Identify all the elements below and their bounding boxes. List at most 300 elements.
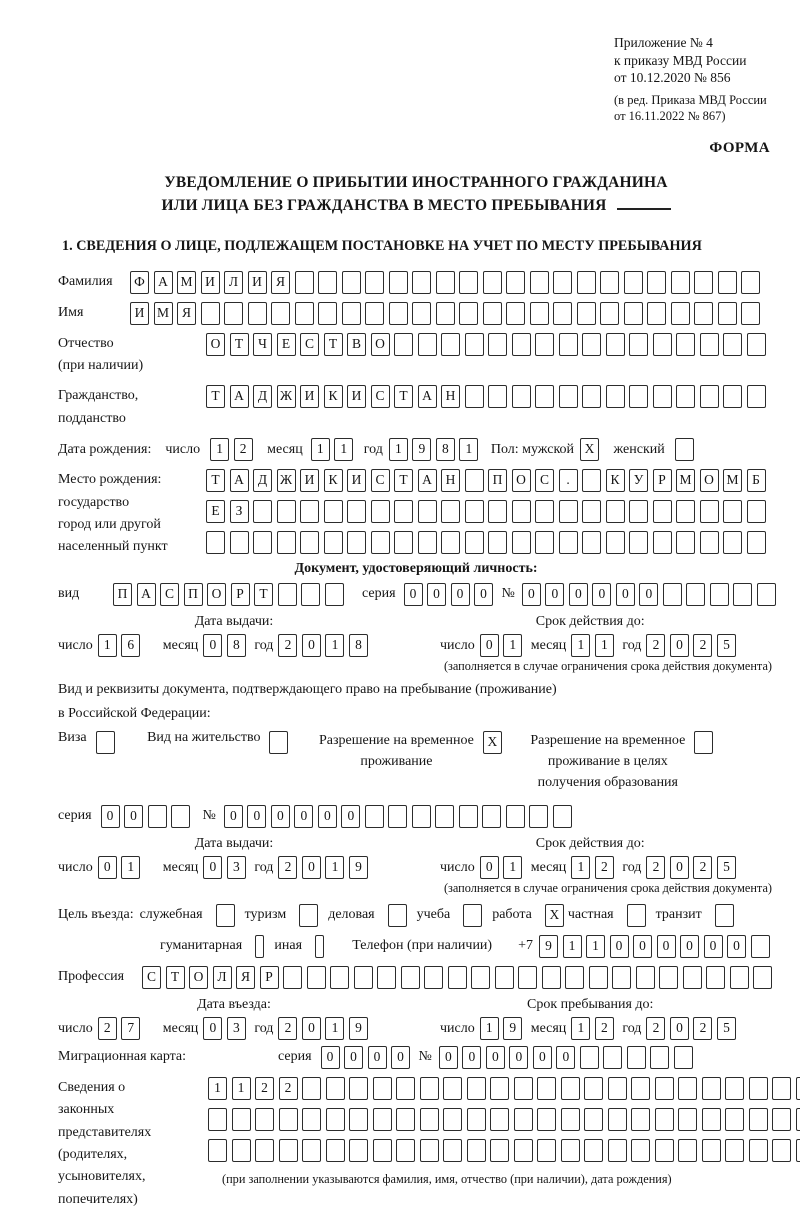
char-cell[interactable]: Н — [441, 469, 460, 492]
char-cell[interactable]: К — [324, 469, 343, 492]
char-cell[interactable] — [412, 302, 431, 325]
purpose-tourism-checkbox[interactable] — [299, 904, 318, 927]
char-cell[interactable]: 0 — [368, 1046, 387, 1069]
char-cell[interactable]: Я — [271, 271, 290, 294]
char-cell[interactable] — [535, 500, 554, 523]
char-cell[interactable] — [388, 805, 407, 828]
char-cell[interactable] — [655, 1139, 674, 1162]
char-cell[interactable]: 0 — [203, 634, 222, 657]
char-cell[interactable] — [725, 1108, 744, 1131]
char-cell[interactable] — [436, 271, 455, 294]
char-cell[interactable]: А — [154, 271, 173, 294]
char-cell[interactable]: 1 — [210, 438, 229, 461]
char-cell[interactable] — [512, 531, 531, 554]
char-cell[interactable]: Т — [230, 333, 249, 356]
char-cell[interactable] — [301, 583, 320, 606]
char-cell[interactable] — [302, 1077, 321, 1100]
char-cell[interactable] — [577, 302, 596, 325]
char-cell[interactable] — [506, 271, 525, 294]
purpose-transit-checkbox[interactable] — [715, 904, 734, 927]
char-cell[interactable] — [608, 1077, 627, 1100]
char-cell[interactable]: А — [418, 385, 437, 408]
char-cell[interactable]: У — [629, 469, 648, 492]
char-cell[interactable]: Ч — [253, 333, 272, 356]
char-cell[interactable] — [495, 966, 514, 989]
char-cell[interactable]: 2 — [646, 1017, 665, 1040]
char-cell[interactable] — [582, 531, 601, 554]
char-cell[interactable] — [349, 1108, 368, 1131]
purpose-private-checkbox[interactable] — [627, 904, 646, 927]
char-cell[interactable] — [326, 1077, 345, 1100]
char-cell[interactable] — [629, 531, 648, 554]
char-cell[interactable] — [718, 302, 737, 325]
char-cell[interactable]: 1 — [586, 935, 605, 958]
char-cell[interactable]: С — [535, 469, 554, 492]
char-cell[interactable]: 9 — [349, 856, 368, 879]
char-cell[interactable] — [631, 1077, 650, 1100]
char-cell[interactable]: 0 — [101, 805, 120, 828]
char-cell[interactable] — [441, 531, 460, 554]
char-cell[interactable]: 1 — [571, 634, 590, 657]
sex-male-checkbox[interactable]: X — [580, 438, 599, 461]
char-cell[interactable] — [676, 333, 695, 356]
char-cell[interactable] — [561, 1077, 580, 1100]
char-cell[interactable]: 8 — [227, 634, 246, 657]
char-cell[interactable]: 2 — [646, 856, 665, 879]
char-cell[interactable]: 1 — [459, 438, 478, 461]
char-cell[interactable] — [606, 500, 625, 523]
char-cell[interactable]: Я — [177, 302, 196, 325]
char-cell[interactable] — [435, 805, 454, 828]
char-cell[interactable]: 0 — [318, 805, 337, 828]
char-cell[interactable] — [653, 333, 672, 356]
char-cell[interactable]: Ж — [277, 469, 296, 492]
char-cell[interactable]: 0 — [391, 1046, 410, 1069]
char-cell[interactable] — [553, 271, 572, 294]
char-cell[interactable] — [671, 271, 690, 294]
char-cell[interactable]: М — [177, 271, 196, 294]
char-cell[interactable] — [330, 966, 349, 989]
char-cell[interactable] — [441, 500, 460, 523]
char-cell[interactable] — [248, 302, 267, 325]
char-cell[interactable]: О — [189, 966, 208, 989]
purpose-study-checkbox[interactable] — [463, 904, 482, 927]
char-cell[interactable] — [733, 583, 752, 606]
char-cell[interactable] — [686, 583, 705, 606]
char-cell[interactable]: В — [347, 333, 366, 356]
char-cell[interactable] — [224, 302, 243, 325]
char-cell[interactable] — [373, 1139, 392, 1162]
char-cell[interactable] — [678, 1139, 697, 1162]
char-cell[interactable] — [277, 531, 296, 554]
char-cell[interactable] — [283, 966, 302, 989]
char-cell[interactable]: 0 — [302, 856, 321, 879]
char-cell[interactable] — [467, 1139, 486, 1162]
char-cell[interactable]: 0 — [98, 856, 117, 879]
char-cell[interactable] — [488, 385, 507, 408]
char-cell[interactable]: 1 — [503, 634, 522, 657]
char-cell[interactable] — [676, 500, 695, 523]
char-cell[interactable]: Р — [653, 469, 672, 492]
char-cell[interactable] — [347, 500, 366, 523]
char-cell[interactable] — [394, 333, 413, 356]
char-cell[interactable]: 1 — [311, 438, 330, 461]
char-cell[interactable]: Б — [747, 469, 766, 492]
char-cell[interactable] — [624, 271, 643, 294]
char-cell[interactable] — [506, 805, 525, 828]
char-cell[interactable]: И — [130, 302, 149, 325]
char-cell[interactable] — [436, 302, 455, 325]
char-cell[interactable] — [653, 385, 672, 408]
char-cell[interactable]: 0 — [639, 583, 658, 606]
char-cell[interactable] — [741, 302, 760, 325]
char-cell[interactable]: И — [201, 271, 220, 294]
char-cell[interactable] — [471, 966, 490, 989]
char-cell[interactable]: Д — [253, 469, 272, 492]
char-cell[interactable] — [300, 500, 319, 523]
char-cell[interactable]: И — [248, 271, 267, 294]
char-cell[interactable]: 5 — [717, 1017, 736, 1040]
char-cell[interactable] — [577, 271, 596, 294]
char-cell[interactable] — [467, 1077, 486, 1100]
char-cell[interactable] — [483, 302, 502, 325]
char-cell[interactable]: 2 — [279, 1077, 298, 1100]
char-cell[interactable]: 0 — [670, 634, 689, 657]
char-cell[interactable] — [389, 302, 408, 325]
char-cell[interactable] — [512, 500, 531, 523]
char-cell[interactable]: С — [160, 583, 179, 606]
char-cell[interactable]: И — [347, 469, 366, 492]
char-cell[interactable] — [326, 1108, 345, 1131]
char-cell[interactable] — [723, 333, 742, 356]
char-cell[interactable] — [418, 531, 437, 554]
char-cell[interactable]: 1 — [121, 856, 140, 879]
purpose-official-checkbox[interactable] — [216, 904, 235, 927]
char-cell[interactable] — [373, 1108, 392, 1131]
char-cell[interactable] — [342, 302, 361, 325]
char-cell[interactable] — [347, 531, 366, 554]
char-cell[interactable] — [706, 966, 725, 989]
char-cell[interactable] — [483, 271, 502, 294]
char-cell[interactable] — [488, 500, 507, 523]
char-cell[interactable] — [232, 1108, 251, 1131]
char-cell[interactable] — [582, 500, 601, 523]
char-cell[interactable] — [465, 333, 484, 356]
char-cell[interactable]: 0 — [569, 583, 588, 606]
char-cell[interactable] — [271, 302, 290, 325]
char-cell[interactable] — [553, 805, 572, 828]
char-cell[interactable]: . — [559, 469, 578, 492]
char-cell[interactable]: 1 — [325, 856, 344, 879]
char-cell[interactable] — [318, 271, 337, 294]
char-cell[interactable]: 5 — [717, 856, 736, 879]
char-cell[interactable] — [302, 1139, 321, 1162]
char-cell[interactable]: С — [371, 385, 390, 408]
char-cell[interactable] — [326, 1139, 345, 1162]
char-cell[interactable]: Д — [253, 385, 272, 408]
char-cell[interactable]: 0 — [439, 1046, 458, 1069]
char-cell[interactable] — [148, 805, 167, 828]
char-cell[interactable] — [253, 531, 272, 554]
char-cell[interactable]: И — [300, 385, 319, 408]
char-cell[interactable] — [700, 385, 719, 408]
char-cell[interactable] — [537, 1139, 556, 1162]
char-cell[interactable]: 9 — [503, 1017, 522, 1040]
char-cell[interactable]: 0 — [321, 1046, 340, 1069]
char-cell[interactable] — [537, 1108, 556, 1131]
char-cell[interactable] — [559, 385, 578, 408]
char-cell[interactable]: Т — [166, 966, 185, 989]
purpose-business-checkbox[interactable] — [388, 904, 407, 927]
char-cell[interactable] — [394, 531, 413, 554]
char-cell[interactable]: Р — [231, 583, 250, 606]
char-cell[interactable] — [700, 333, 719, 356]
char-cell[interactable] — [465, 469, 484, 492]
char-cell[interactable] — [373, 1077, 392, 1100]
char-cell[interactable] — [629, 500, 648, 523]
char-cell[interactable] — [412, 805, 431, 828]
char-cell[interactable] — [253, 500, 272, 523]
char-cell[interactable] — [529, 805, 548, 828]
char-cell[interactable]: 2 — [693, 634, 712, 657]
char-cell[interactable] — [324, 531, 343, 554]
char-cell[interactable] — [582, 385, 601, 408]
char-cell[interactable]: 0 — [247, 805, 266, 828]
char-cell[interactable] — [201, 302, 220, 325]
char-cell[interactable] — [307, 966, 326, 989]
char-cell[interactable] — [230, 531, 249, 554]
char-cell[interactable] — [584, 1077, 603, 1100]
char-cell[interactable] — [418, 333, 437, 356]
char-cell[interactable]: 0 — [203, 856, 222, 879]
char-cell[interactable]: 0 — [486, 1046, 505, 1069]
char-cell[interactable] — [420, 1077, 439, 1100]
char-cell[interactable] — [302, 1108, 321, 1131]
char-cell[interactable]: О — [207, 583, 226, 606]
char-cell[interactable] — [678, 1077, 697, 1100]
char-cell[interactable]: 2 — [693, 856, 712, 879]
char-cell[interactable]: 0 — [680, 935, 699, 958]
char-cell[interactable] — [412, 271, 431, 294]
char-cell[interactable] — [702, 1139, 721, 1162]
char-cell[interactable] — [749, 1108, 768, 1131]
char-cell[interactable] — [255, 1108, 274, 1131]
char-cell[interactable] — [747, 333, 766, 356]
char-cell[interactable] — [255, 1139, 274, 1162]
char-cell[interactable] — [325, 583, 344, 606]
char-cell[interactable] — [396, 1139, 415, 1162]
char-cell[interactable]: Н — [441, 385, 460, 408]
char-cell[interactable] — [749, 1077, 768, 1100]
char-cell[interactable] — [561, 1108, 580, 1131]
char-cell[interactable]: 0 — [556, 1046, 575, 1069]
char-cell[interactable] — [490, 1077, 509, 1100]
char-cell[interactable] — [459, 805, 478, 828]
char-cell[interactable] — [606, 531, 625, 554]
char-cell[interactable] — [655, 1077, 674, 1100]
char-cell[interactable] — [530, 302, 549, 325]
char-cell[interactable]: 8 — [436, 438, 455, 461]
char-cell[interactable]: 2 — [595, 856, 614, 879]
char-cell[interactable] — [606, 333, 625, 356]
char-cell[interactable] — [694, 302, 713, 325]
char-cell[interactable]: К — [324, 385, 343, 408]
char-cell[interactable]: П — [184, 583, 203, 606]
char-cell[interactable]: 0 — [533, 1046, 552, 1069]
char-cell[interactable] — [232, 1139, 251, 1162]
char-cell[interactable]: Ф — [130, 271, 149, 294]
char-cell[interactable] — [467, 1108, 486, 1131]
char-cell[interactable] — [279, 1108, 298, 1131]
char-cell[interactable] — [279, 1139, 298, 1162]
char-cell[interactable] — [624, 302, 643, 325]
char-cell[interactable] — [295, 271, 314, 294]
char-cell[interactable]: 1 — [232, 1077, 251, 1100]
char-cell[interactable] — [300, 531, 319, 554]
char-cell[interactable]: 0 — [522, 583, 541, 606]
char-cell[interactable] — [559, 333, 578, 356]
char-cell[interactable] — [396, 1077, 415, 1100]
purpose-work-checkbox[interactable]: X — [545, 904, 564, 927]
char-cell[interactable]: П — [488, 469, 507, 492]
char-cell[interactable]: 0 — [427, 583, 446, 606]
char-cell[interactable] — [488, 333, 507, 356]
char-cell[interactable]: 9 — [349, 1017, 368, 1040]
char-cell[interactable]: М — [154, 302, 173, 325]
char-cell[interactable] — [710, 583, 729, 606]
char-cell[interactable]: 2 — [693, 1017, 712, 1040]
char-cell[interactable] — [663, 583, 682, 606]
char-cell[interactable]: М — [676, 469, 695, 492]
char-cell[interactable]: 1 — [480, 1017, 499, 1040]
char-cell[interactable] — [565, 966, 584, 989]
char-cell[interactable] — [365, 271, 384, 294]
char-cell[interactable] — [324, 500, 343, 523]
char-cell[interactable] — [318, 302, 337, 325]
char-cell[interactable]: 0 — [224, 805, 243, 828]
char-cell[interactable] — [514, 1108, 533, 1131]
char-cell[interactable] — [208, 1108, 227, 1131]
char-cell[interactable] — [482, 805, 501, 828]
char-cell[interactable] — [488, 531, 507, 554]
char-cell[interactable]: 0 — [462, 1046, 481, 1069]
char-cell[interactable] — [206, 531, 225, 554]
char-cell[interactable]: 0 — [294, 805, 313, 828]
char-cell[interactable] — [424, 966, 443, 989]
char-cell[interactable]: М — [723, 469, 742, 492]
char-cell[interactable] — [723, 500, 742, 523]
char-cell[interactable] — [741, 271, 760, 294]
char-cell[interactable] — [629, 333, 648, 356]
char-cell[interactable] — [512, 385, 531, 408]
char-cell[interactable]: Т — [206, 469, 225, 492]
char-cell[interactable] — [295, 302, 314, 325]
char-cell[interactable]: 8 — [349, 634, 368, 657]
char-cell[interactable] — [582, 333, 601, 356]
char-cell[interactable]: 3 — [227, 856, 246, 879]
char-cell[interactable]: А — [230, 469, 249, 492]
char-cell[interactable] — [659, 966, 678, 989]
char-cell[interactable]: Е — [277, 333, 296, 356]
char-cell[interactable]: П — [113, 583, 132, 606]
char-cell[interactable]: 1 — [389, 438, 408, 461]
char-cell[interactable] — [608, 1108, 627, 1131]
char-cell[interactable] — [612, 966, 631, 989]
char-cell[interactable] — [584, 1139, 603, 1162]
char-cell[interactable]: 0 — [610, 935, 629, 958]
char-cell[interactable] — [751, 935, 770, 958]
char-cell[interactable]: Л — [213, 966, 232, 989]
char-cell[interactable]: 0 — [344, 1046, 363, 1069]
char-cell[interactable]: Т — [254, 583, 273, 606]
char-cell[interactable] — [459, 302, 478, 325]
char-cell[interactable]: О — [206, 333, 225, 356]
char-cell[interactable] — [650, 1046, 669, 1069]
char-cell[interactable] — [702, 1108, 721, 1131]
char-cell[interactable]: С — [300, 333, 319, 356]
char-cell[interactable]: Т — [324, 333, 343, 356]
char-cell[interactable]: Л — [224, 271, 243, 294]
char-cell[interactable] — [465, 500, 484, 523]
char-cell[interactable] — [676, 385, 695, 408]
visa-checkbox[interactable] — [96, 731, 115, 754]
char-cell[interactable] — [465, 531, 484, 554]
char-cell[interactable] — [647, 271, 666, 294]
char-cell[interactable] — [700, 531, 719, 554]
char-cell[interactable] — [514, 1139, 533, 1162]
char-cell[interactable]: Я — [236, 966, 255, 989]
char-cell[interactable]: 0 — [474, 583, 493, 606]
char-cell[interactable]: А — [137, 583, 156, 606]
char-cell[interactable] — [349, 1077, 368, 1100]
char-cell[interactable] — [608, 1139, 627, 1162]
sex-female-checkbox[interactable] — [675, 438, 694, 461]
char-cell[interactable]: 5 — [717, 634, 736, 657]
char-cell[interactable]: 2 — [646, 634, 665, 657]
char-cell[interactable] — [772, 1077, 791, 1100]
char-cell[interactable] — [459, 271, 478, 294]
char-cell[interactable] — [725, 1139, 744, 1162]
char-cell[interactable]: Т — [206, 385, 225, 408]
char-cell[interactable] — [629, 385, 648, 408]
char-cell[interactable]: О — [512, 469, 531, 492]
char-cell[interactable] — [723, 385, 742, 408]
char-cell[interactable] — [389, 271, 408, 294]
char-cell[interactable]: 2 — [595, 1017, 614, 1040]
char-cell[interactable]: К — [606, 469, 625, 492]
char-cell[interactable] — [171, 805, 190, 828]
char-cell[interactable] — [718, 271, 737, 294]
char-cell[interactable] — [702, 1077, 721, 1100]
char-cell[interactable]: 2 — [255, 1077, 274, 1100]
char-cell[interactable]: 0 — [203, 1017, 222, 1040]
char-cell[interactable] — [559, 500, 578, 523]
char-cell[interactable]: 9 — [539, 935, 558, 958]
char-cell[interactable]: 1 — [208, 1077, 227, 1100]
char-cell[interactable]: 2 — [98, 1017, 117, 1040]
char-cell[interactable]: 0 — [509, 1046, 528, 1069]
char-cell[interactable] — [589, 966, 608, 989]
char-cell[interactable] — [647, 302, 666, 325]
char-cell[interactable] — [676, 531, 695, 554]
char-cell[interactable] — [561, 1139, 580, 1162]
char-cell[interactable] — [603, 1046, 622, 1069]
char-cell[interactable] — [514, 1077, 533, 1100]
char-cell[interactable] — [627, 1046, 646, 1069]
char-cell[interactable] — [747, 531, 766, 554]
char-cell[interactable] — [600, 302, 619, 325]
char-cell[interactable] — [542, 966, 561, 989]
